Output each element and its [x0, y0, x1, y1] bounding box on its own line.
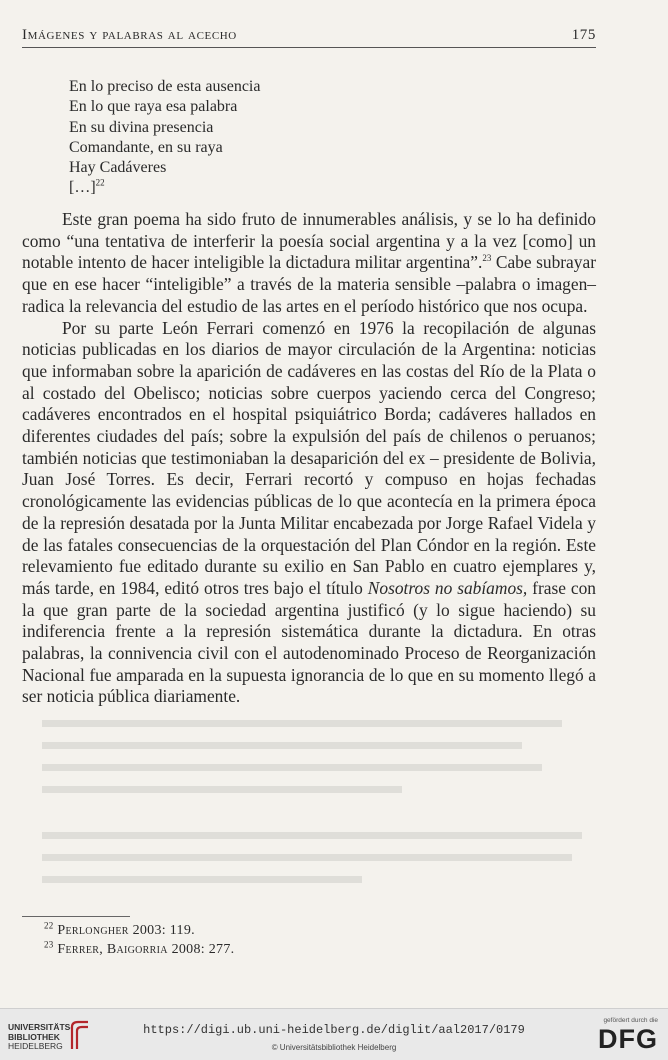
book-title-nosotros-no-sabiamos: Nosotros no sabíamos, [367, 577, 528, 598]
paragraph-2-text-b: frase con la que gran parte de la sociedad argentina justificó (y lo sigue haciendo) su indiferencia frente a la represión sistemática durante la dictadura. En otras palabras, la connivencia civil con el autodenominado Proceso de Reorganización Nacional fue amparada en la supuesta ignorancia de lo que en su momento llegó a ser noticia pública diariamente. [22, 577, 596, 707]
paragraph-1-text-b: Cabe subrayar que en ese hacer “inteligible” a través de la materia sensible –palabra o imagen– radica la relevancia del estudio de las artes en el período histórico que nos ocupa. [22, 252, 596, 316]
funding-note: gefördert durch die [603, 1017, 658, 1024]
library-name-line: UNIVERSITÄTS- [8, 1022, 74, 1032]
body-text [22, 209, 596, 708]
verse-line: En su divina presencia [69, 118, 214, 136]
poem-quote [69, 77, 260, 199]
running-head-title: Imágenes y palabras al acecho [22, 27, 237, 43]
footnote-number: 22 [44, 920, 54, 931]
verse-line: En lo que raya esa palabra [69, 98, 238, 116]
verse-line: Comandante, en su raya [69, 138, 223, 156]
digitization-footer [0, 1008, 668, 1060]
header-rule [22, 47, 596, 48]
footnotes [44, 921, 234, 959]
paragraph-1 [22, 209, 596, 318]
paragraph-1-text-a: Este gran poema ha sido fruto de innumerables análisis, y se lo ha definido como “una tentativa de interferir la poesía social argentina y a la vez [como] un notable intento de hacer inteligible la dictadura militar argentina”. [22, 209, 596, 273]
footnote-author: Ferrer, Baigorria [57, 942, 168, 957]
footnote-22 [44, 921, 234, 940]
footnote-number: 23 [44, 939, 54, 950]
page-number: 175 [571, 27, 596, 43]
library-name-line: HEIDELBERG [8, 1041, 63, 1051]
permalink-url[interactable]: https://digi.ub.uni-heidelberg.de/diglit/aal2017/0179 [143, 1023, 525, 1037]
footnote-ref-22[interactable]: 22 [95, 178, 105, 189]
paragraph-2-text-a: Por su parte León Ferrari comenzó en 1976 la recopilación de algunas noticias publicadas en los diarios de mayor circulación de la Argentina: noticias que informaban sobre la aparición de cadáveres en las costas del Río de la Plata o al costado del Obelisco; noticias sobre cuerpos yaciendo cerca del Congreso; cadáveres encontrados en el hospital psiquiátrico Borda; cadáveres hallados en diferentes ciudades del país; sobre la expulsión del país de chilenos o peruanos; también noticias que testimoniaban la desaparición del ex – presidente de Bolivia, Juan José Torres. Es decir, Ferrari recortó y compuso en hojas fechadas cronológicamente las evidencias públicas de lo que acontecía en la primera época de la represión desatada por la Junta Militar encabezada por Jorge Rafael Videla y de las fatales consecuencias de la orquestación del Plan Cóndor en la región. Este relevamiento fue editado durante su exilio en San Pablo en cuatro ejemplares y, más tarde, en 1984, editó otros tres bajo el título [22, 317, 596, 598]
paragraph-2 [22, 318, 596, 709]
verse-line: Hay Cadáveres [69, 159, 167, 177]
verse-line: En lo preciso de esta ausencia [69, 78, 261, 95]
footnote-author: Perlongher [57, 923, 129, 938]
footnote-citation: 2003: 119. [128, 923, 195, 938]
running-head [22, 27, 596, 44]
bleed-through-text [22, 712, 596, 912]
verse-ellipsis-line [69, 178, 260, 198]
footnote-rule [22, 916, 130, 917]
footnote-ref-23[interactable]: 23 [482, 253, 492, 264]
verse-ellipsis: […] [69, 179, 96, 197]
dfg-logo[interactable]: DFG [598, 1024, 658, 1054]
footnote-23 [44, 940, 234, 959]
copyright-notice: © Universitätsbibliothek Heidelberg [271, 1043, 397, 1052]
library-name-line: BIBLIOTHEK [8, 1031, 60, 1042]
footnote-citation: 2008: 277. [167, 942, 235, 957]
